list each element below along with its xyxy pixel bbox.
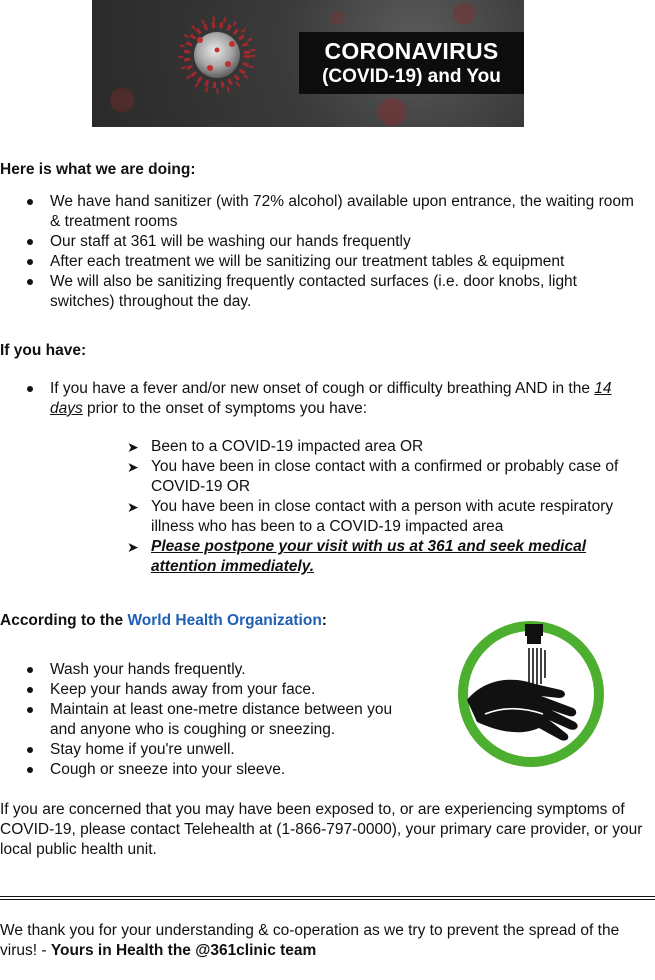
who-heading: According to the World Health Organization: <box>0 612 327 629</box>
bullet-icon <box>27 199 33 205</box>
bullet-icon <box>27 259 33 265</box>
list-item: Maintain at least one-metre distance between you and anyone who is coughing or sneezing. <box>0 700 420 740</box>
list-item: ➤ You have been in close contact with a person with acute respiratory illness who has been to a COVID-19 impacted area <box>127 498 614 535</box>
list-item: We have hand sanitizer (with 72% alcohol) available upon entrance, the waiting room & treatment rooms <box>0 192 645 232</box>
if-you-have-list <box>0 379 645 419</box>
arrow-bullet-icon: ➤ <box>127 539 139 555</box>
list-item: ➤ You have been in close contact with a confirmed or probably case of COVID-19 OR <box>127 458 619 495</box>
banner-title <box>299 32 524 94</box>
divider <box>0 896 655 897</box>
bullet-icon <box>27 239 33 245</box>
if-you-have-heading: If you have: <box>0 342 87 359</box>
who-list <box>0 660 420 780</box>
list-item: Keep your hands away from your face. <box>0 680 420 700</box>
who-link[interactable]: World Health Organization <box>127 612 322 629</box>
concern-paragraph: If you are concerned that you may have been exposed to, or are experiencing symptoms of COVID-19, please contact Telehealth at (1-866-797-0000), your primary care provider, or your local public health unit. <box>0 801 643 858</box>
signature: Yours in Health the @361clinic team <box>50 942 317 959</box>
list-item: Cough or sneeze into your sleeve. <box>0 760 420 780</box>
bullet-icon <box>27 279 33 285</box>
list-item: Stay home if you're unwell. <box>0 740 420 760</box>
banner-title-line2: (COVID-19) and You <box>322 66 501 87</box>
postpone-notice: Please postpone your visit with us at 361 and seek medical attention immediately. <box>151 538 587 575</box>
handwash-icon <box>455 618 607 770</box>
bullet-icon <box>27 767 33 773</box>
list-item: If you have a fever and/or new onset of cough or difficulty breathing AND in the 14 days prior to the onset of symptoms you have: <box>0 379 645 419</box>
doing-heading: Here is what we are doing: <box>0 161 196 178</box>
bullet-icon <box>27 386 33 392</box>
bullet-icon <box>27 667 33 673</box>
list-item: ➤ Been to a COVID-19 impacted area OR <box>127 438 424 455</box>
banner <box>92 0 524 127</box>
bullet-icon <box>27 707 33 713</box>
list-item <box>127 537 631 577</box>
doing-list <box>0 192 645 312</box>
list-item: After each treatment we will be sanitizing our treatment tables & equipment <box>0 252 645 272</box>
arrow-bullet-icon: ➤ <box>127 499 139 515</box>
banner-title-line1: CORONAVIRUS <box>324 38 499 64</box>
list-item: Wash your hands frequently. <box>0 660 420 680</box>
fourteen-days-emphasis: 14 days <box>50 380 612 417</box>
bullet-icon <box>27 687 33 693</box>
closing-paragraph: We thank you for your understanding & co-operation as we try to prevent the spread of the virus! - Yours in Health the @361clinic team <box>0 922 620 959</box>
symptom-conditions-list <box>127 437 655 577</box>
arrow-bullet-icon: ➤ <box>127 439 139 455</box>
bullet-icon <box>27 747 33 753</box>
list-item: Our staff at 361 will be washing our hands frequently <box>0 232 645 252</box>
divider <box>0 899 655 900</box>
arrow-bullet-icon: ➤ <box>127 459 139 475</box>
list-item: We will also be sanitizing frequently contacted surfaces (i.e. door knobs, light switches) throughout the day. <box>0 272 645 312</box>
